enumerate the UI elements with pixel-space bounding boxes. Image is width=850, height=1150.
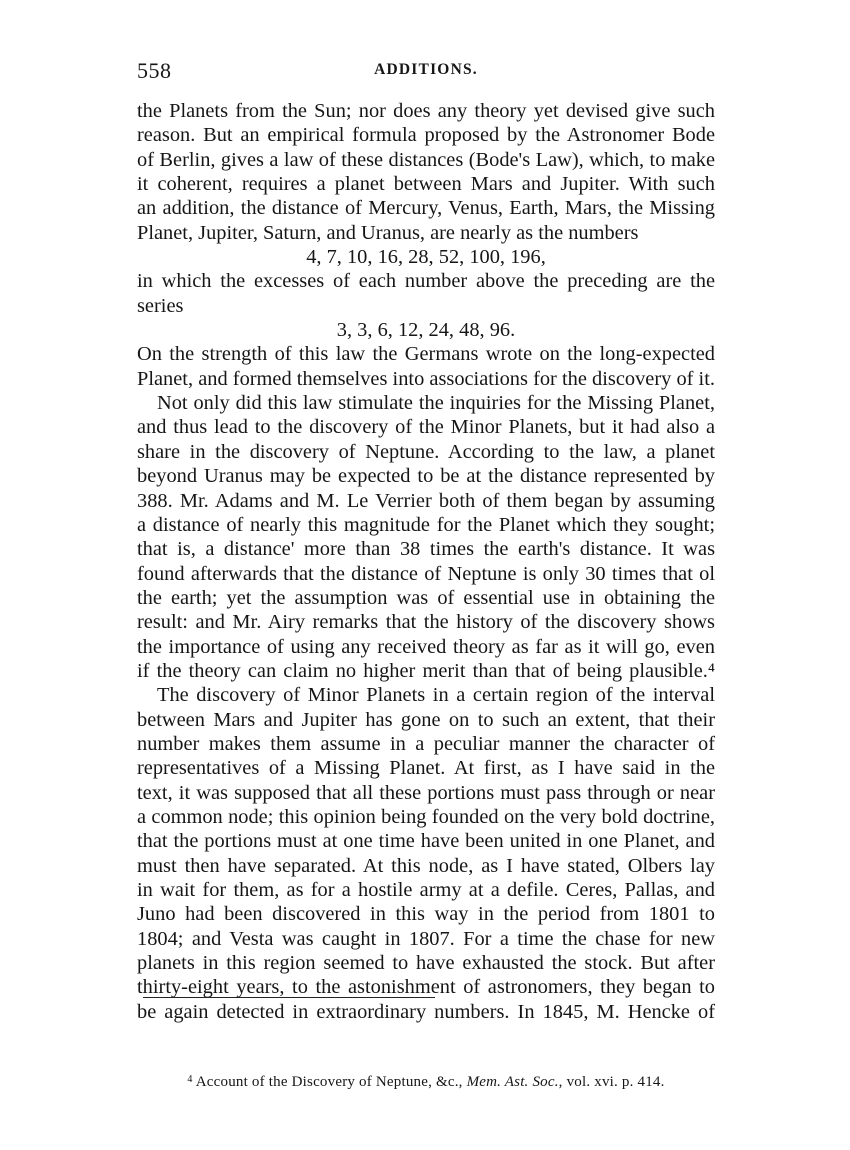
- text-line: Not only did this law stimulate the inquiries for the Missing Planet,: [157, 392, 715, 415]
- text-line: result: and Mr. Airy remarks that the history of the discovery shows: [137, 611, 715, 634]
- text-line: 388. Mr. Adams and M. Le Verrier both of them began by assuming: [137, 489, 715, 512]
- book-page: [137, 54, 715, 1090]
- footnote-italic-text: Mem. Ast. Soc.: [466, 1074, 559, 1090]
- text-line: thirty-eight years, to the astonishment of astronomers, they began to: [137, 976, 715, 999]
- text-line: 1804; and Vesta was caught in 1807. For a time the chase for new: [137, 927, 715, 950]
- text-line: 3, 3, 6, 12, 24, 48, 96.: [336, 319, 516, 342]
- page-header: [137, 54, 715, 84]
- text-line: Planet, Jupiter, Saturn, and Uranus, are nearly as the numbers: [137, 221, 639, 244]
- text-line: On the strength of this law the Germans wrote on the long-expected: [137, 343, 715, 366]
- text-line: beyond Uranus may be expected to be at the distance represented by: [137, 465, 715, 488]
- text-line: the importance of using any received theory as far as it will go, even: [137, 635, 715, 658]
- text-line: The discovery of Minor Planets in a certain region of the interval: [157, 684, 715, 707]
- text-line: in which the excesses of each number above the preceding are the: [137, 270, 715, 293]
- text-line: reason. But an empirical formula proposed by the Astronomer Bode: [137, 124, 715, 147]
- text-line: must then have separated. At this node, as I have stated, Olbers lay: [137, 854, 715, 877]
- text-line: in wait for them, as for a hostile army at a defile. Ceres, Pallas, and: [137, 879, 715, 901]
- page-number: 558: [137, 58, 172, 83]
- footnote: [137, 1074, 715, 1091]
- text-line: it coherent, requires a planet between Mars and Jupiter. With such: [137, 173, 715, 196]
- text-line: a distance of nearly this magnitude for the Planet which they sought;: [137, 513, 715, 536]
- text-line: an addition, the distance of Mercury, Venus, Earth, Mars, the Missing: [137, 197, 715, 220]
- text-line: number makes them assume in a peculiar manner the character of: [137, 732, 715, 755]
- text-line: found afterwards that the distance of Neptune is only 30 times that ol: [137, 562, 715, 585]
- text-line: between Mars and Jupiter has gone on to such an extent, that their: [137, 708, 715, 731]
- text-line: representatives of a Missing Planet. At first, as I have said in the: [137, 757, 715, 780]
- text-line: be again detected in extraordinary numbers. In 1845, M. Hencke of: [137, 1000, 715, 1023]
- text-line: Juno had been discovered in this way in the period from 1801 to: [137, 903, 715, 926]
- running-head: ADDITIONS.: [374, 61, 478, 78]
- text-line: a common node; this opinion being founded on the very bold doctrine,: [137, 805, 715, 828]
- footnote-text-after: , vol. xvi. p. 414.: [558, 1074, 665, 1090]
- text-line: planets in this region seemed to have exhausted the stock. But after: [137, 952, 715, 975]
- text-line: Planet, and formed themselves into associations for the discovery of it.: [137, 367, 715, 390]
- text-line: the Planets from the Sun; nor does any theory yet devised give such: [137, 100, 715, 122]
- text-line: the earth; yet the assumption was of essential use in obtaining the: [137, 586, 715, 609]
- text-line: and thus lead to the discovery of the Minor Planets, but it had also a: [137, 416, 715, 439]
- text-line: text, it was supposed that all these portions must pass through or near: [137, 781, 715, 804]
- footnote-text-before: Account of the Discovery of Neptune, &c.,: [195, 1074, 467, 1090]
- footnote-rule: [143, 997, 435, 998]
- text-line: that the portions must at one time have been united in one Planet, and: [137, 830, 715, 853]
- text-line: that is, a distance' more than 38 times the earth's distance. It was: [137, 538, 715, 561]
- footnote-marker: 4: [187, 1074, 193, 1085]
- text-line: share in the discovery of Neptune. According to the law, a planet: [137, 440, 715, 463]
- text-line: if the theory can claim no higher merit than that of being plausible.⁴: [137, 659, 715, 682]
- body-text: [137, 99, 715, 1024]
- text-line: series: [137, 294, 184, 317]
- text-line: 4, 7, 10, 16, 28, 52, 100, 196,: [306, 246, 546, 269]
- text-line: of Berlin, gives a law of these distances (Bode's Law), which, to make: [137, 148, 715, 171]
